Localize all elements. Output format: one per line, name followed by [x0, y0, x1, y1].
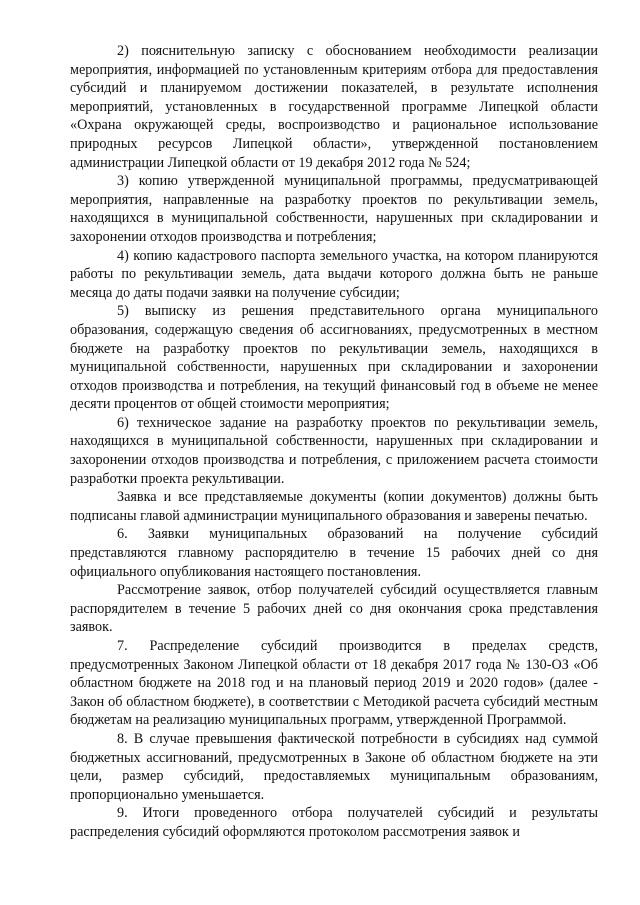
paragraph-item-2-explanatory-note: 2) пояснительную записку с обоснованием необходимости реализации мероприятия, информацией по установленным критериям отбора для предоставления субсидий и планируемом достижении показателей, в результате исполнения мероприятий, установленных в государственной программе Липецкой области «Охрана окружающей среды, воспроизводство и рациональное использование природных ресурсов Липецкой области», утвержденной постановлением администрации Липецкой области от 19 декабря 2012 года № 524; — [70, 43, 598, 171]
paragraph-clause-8: 8. В случае превышения фактической потребности в субсидиях над суммой бюджетных ассигнований, предусмотренных в Законе об областном бюджете на эти цели, размер субсидий, предоставляемых муниципальным образованиям, пропорционально уменьшается. — [70, 730, 598, 803]
paragraph-item-5-budget-extract: 5) выписку из решения представительного органа муниципального образования, содержащую сведения об ассигнованиях, предусмотренных в местном бюджете на разработку проектов по рекультивации земель, находящихся в муниципальной собственности, нарушенных при складировании и захоронении отходов производства и потребления, на текущий финансовый год в объеме не менее десяти процентов от общей стоимости мероприятия; — [70, 303, 598, 413]
paragraph-clause-7: 7. Распределение субсидий производится в пределах средств, предусмотренных Законом Липецкой области от 18 декабря 2017 года № 130-ОЗ «Об областном бюджете на 2018 год и на плановый период 2019 и 2020 годов» (далее - Закон об областном бюджете), в соответствии с Методикой расчета субсидий местным бюджетам на реализацию муниципальных программ, утвержденной Программой. — [70, 638, 598, 729]
paragraph-clause-6: 6. Заявки муниципальных образований на получение субсидий представляются главному распорядителю в течение 15 рабочих дней со дня официального опубликования настоящего постановления. — [70, 526, 598, 580]
paragraph-item-4-cadastral-passport: 4) копию кадастрового паспорта земельного участка, на котором планируются работы по рекультивации земель, дата выдачи которого должна быть не раньше месяца до даты подачи заявки на получение субсидии; — [70, 247, 598, 301]
paragraph-application-review: Рассмотрение заявок, отбор получателей субсидий осуществляется главным распорядителем в течение 5 рабочих дней со дня окончания срока представления заявок. — [70, 582, 598, 636]
paragraph-item-3-municipal-program: 3) копию утвержденной муниципальной программы, предусматривающей мероприятия, направленные на разработку проектов по рекультивации земель, находящихся в муниципальной собственности, нарушенных при складировании и захоронении отходов производства и потребления; — [70, 173, 598, 245]
paragraph-item-6-technical-task: 6) техническое задание на разработку проектов по рекультивации земель, находящихся в муниципальной собственности, нарушенных при складировании и захоронении отходов производства и потребления, с приложением расчета стоимости разработки проекта рекультивации. — [70, 414, 598, 487]
paragraph-clause-9: 9. Итоги проведенного отбора получателей субсидий и результаты распределения субсидий оформляются протоколом рассмотрения заявок и — [70, 805, 598, 840]
paragraph-application-signature: Заявка и все представляемые документы (копии документов) должны быть подписаны главой администрации муниципального образования и заверены печатью. — [70, 489, 598, 524]
document-page — [70, 42, 598, 842]
